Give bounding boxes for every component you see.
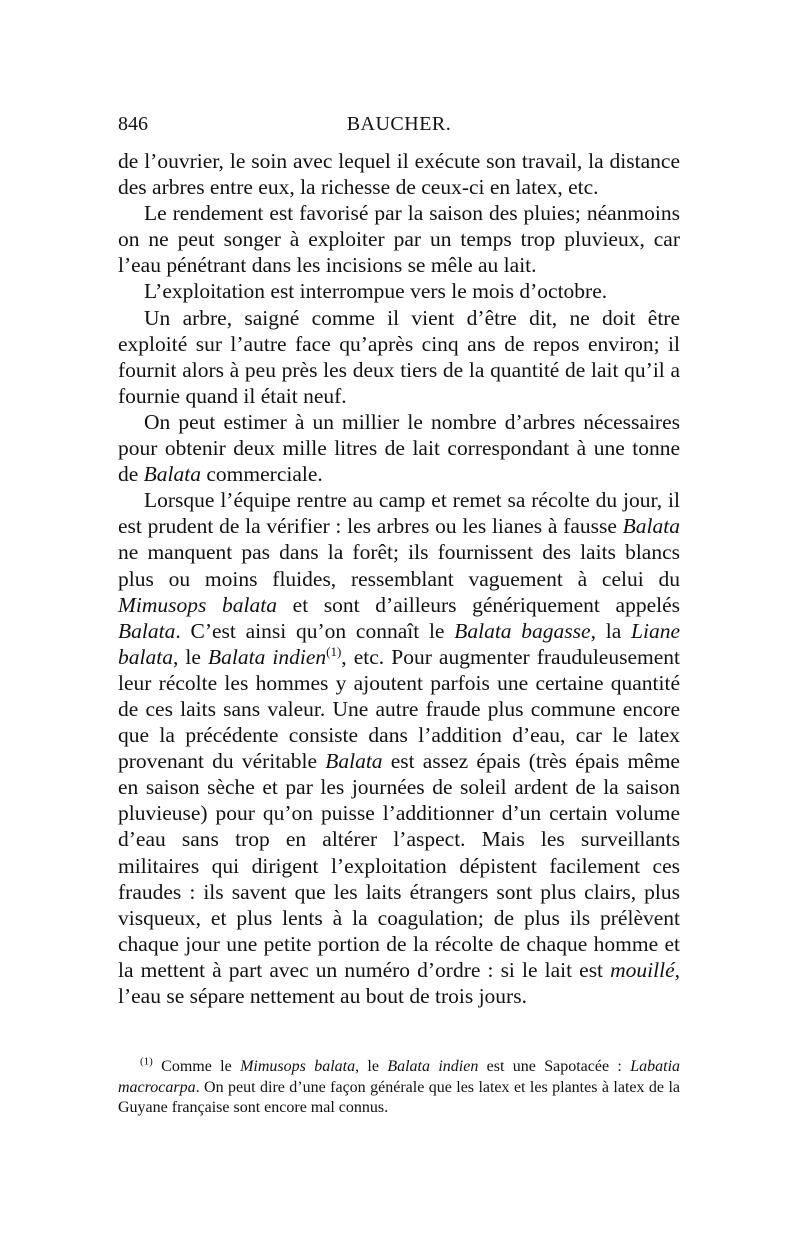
text-run: de l’ouvrier, le soin avec lequel il exécute son travail, la distance des arbres entre eux, la richesse de ceux-ci en latex, etc.	[118, 149, 680, 200]
page-header	[118, 113, 680, 143]
paragraph	[118, 148, 680, 200]
text-run: On peut estimer à un millier le nombre d’arbres nécessaires pour obtenir deux mille litres de lait correspondant à une tonne de	[118, 409, 680, 487]
body-text	[118, 148, 680, 1009]
footnote-reference: (1)	[326, 643, 342, 659]
italic-text: Balata bagasse	[454, 618, 591, 643]
text-run: Lorsque l’équipe rentre au camp et remet sa récolte du jour, il est prudent de la vérifier : les arbres ou les lianes à fausse	[118, 488, 680, 539]
text-run: Comme le	[152, 1058, 241, 1075]
italic-text: Balata	[118, 618, 176, 643]
footnote	[118, 1057, 680, 1119]
paragraph	[118, 200, 680, 278]
text-run: , l’eau se sépare nettement au bout de trois jours.	[118, 957, 680, 1008]
italic-text: Labatia macrocarpa	[118, 1058, 681, 1096]
italic-text: Balata	[325, 749, 383, 774]
text-run: , la	[590, 618, 632, 643]
footnote-marker: (1)	[140, 1055, 153, 1068]
text-run: Le rendement est favorisé par la saison des pluies; néanmoins on ne peut songer à exploiter par un temps trop pluvieux, car l’eau pénétrant dans les incisions se mêle au lait.	[118, 201, 680, 278]
text-run: commerciale.	[201, 462, 323, 487]
italic-text: Liane balata	[118, 618, 680, 669]
page-number: 846	[118, 113, 148, 135]
italic-text: Balata indien	[387, 1058, 479, 1075]
text-run: L’exploitation est interrompue vers le mois d’octobre.	[144, 279, 608, 304]
italic-text: Balata	[143, 462, 202, 487]
text-run: est assez épais (très épais même en saison sèche et par les journées de soleil ardent de la saison pluvieuse) pour qu’on puisse l’additionner d’un certain volume d’eau sans trop en altérer l’aspect. Mais les surveillants militaires qui dirigent l’exploitation dépistent facilement ces fraudes : ils savent que les laits étrangers sont plus clairs, plus visqueux, et plus lents à la coagulation; de plus ils prélèvent chaque jour une petite portion de la récolte de chaque homme et la mettent à part avec un numéro d’ordre : si le lait est	[118, 749, 680, 982]
italic-text: Balata indien	[207, 644, 327, 669]
text-run: est une Sapotacée :	[478, 1058, 631, 1075]
paragraph	[118, 487, 680, 1009]
text-run: . On peut dire d’une façon générale que les latex et les plantes à latex de la Guyane française sont encore mal connus.	[118, 1078, 680, 1116]
text-run: , le	[172, 644, 208, 669]
running-title: BAUCHER.	[346, 113, 452, 135]
text-run: . C’est ainsi qu’on connaît le	[175, 618, 455, 643]
paragraph	[118, 278, 680, 304]
italic-text: Mimusops balata	[118, 592, 277, 617]
text-run: et sont d’ailleurs génériquement appelés	[277, 592, 680, 617]
italic-text: mouillé	[610, 957, 675, 982]
italic-text: Mimusops balata	[240, 1058, 356, 1075]
paragraph	[118, 305, 680, 409]
text-run: , le	[355, 1058, 388, 1075]
italic-text: Balata	[622, 514, 680, 539]
text-run: , etc. Pour augmenter frauduleusement leur récolte les hommes y ajoutent parfois une certaine quantité de ces laits sans valeur. Une autre fraude plus commune encore que la précédente consiste dans l’addition d’eau, car le latex provenant du véritable	[118, 644, 680, 774]
footnote-paragraph	[118, 1057, 680, 1119]
paragraph	[118, 409, 680, 487]
text-run: ne manquent pas dans la forêt; ils fournissent des laits blancs plus ou moins fluides, ressemblant vaguement à celui du	[118, 540, 680, 591]
text-run: Un arbre, saigné comme il vient d’être dit, ne doit être exploité sur l’autre face qu’après cinq ans de repos environ; il fournit alors à peu près les deux tiers de la quantité de lait qu’il a fournie quand il était neuf.	[118, 305, 680, 408]
